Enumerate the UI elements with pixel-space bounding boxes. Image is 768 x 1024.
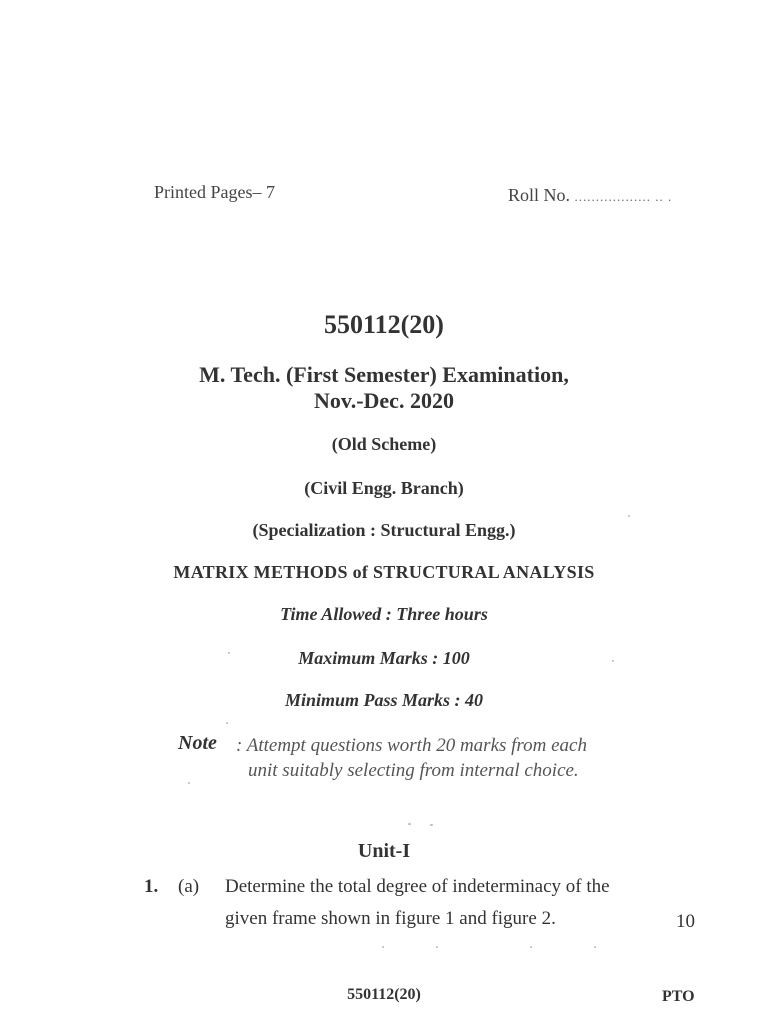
- question-text-line1: Determine the total degree of indeterminacy of the: [225, 876, 610, 897]
- minimum-pass-marks: Minimum Pass Marks : 40: [284, 690, 484, 710]
- printed-pages: Printed Pages– 7: [154, 182, 275, 202]
- scan-speck: [612, 660, 614, 662]
- subject-title: MATRIX METHODS of STRUCTURAL ANALYSIS: [173, 562, 595, 582]
- scan-speck: [430, 824, 433, 826]
- footer-paper-code: 550112(20): [347, 986, 421, 1003]
- specialization: (Specialization : Structural Engg.): [252, 520, 516, 540]
- scan-speck: [228, 652, 230, 654]
- scan-speck: [530, 946, 532, 948]
- time-allowed: Time Allowed : Three hours: [280, 604, 488, 624]
- scheme: (Old Scheme): [331, 434, 437, 454]
- scan-speck: [628, 515, 630, 517]
- maximum-marks: Maximum Marks : 100: [298, 648, 470, 668]
- note-text-line1: : Attempt questions worth 20 marks from each: [236, 735, 587, 756]
- scan-speck: [226, 722, 228, 724]
- scan-speck: [408, 823, 411, 825]
- question-marks: 10: [676, 911, 695, 932]
- scan-speck: [436, 946, 438, 948]
- scan-speck: [594, 946, 596, 948]
- note-label: Note: [178, 732, 217, 754]
- exam-title-line1: M. Tech. (First Semester) Examination,: [199, 362, 569, 387]
- roll-label: Roll No.: [508, 185, 571, 205]
- unit-title: Unit-I: [357, 840, 411, 862]
- question-text-line2: given frame shown in figure 1 and figure 2.: [225, 908, 556, 929]
- note-text-line2: unit suitably selecting from internal choice.: [248, 760, 579, 781]
- roll-number: [508, 185, 672, 206]
- scan-speck: [188, 782, 190, 784]
- branch: (Civil Engg. Branch): [304, 478, 464, 498]
- pto-label: PTO: [662, 988, 695, 1005]
- roll-dots: .................. .. .: [574, 189, 673, 204]
- scan-speck: [382, 946, 384, 948]
- question-number: 1.: [144, 876, 159, 897]
- paper-code: 550112(20): [324, 310, 444, 339]
- question-part: (a): [178, 876, 200, 897]
- exam-title-line2: Nov.-Dec. 2020: [314, 388, 454, 413]
